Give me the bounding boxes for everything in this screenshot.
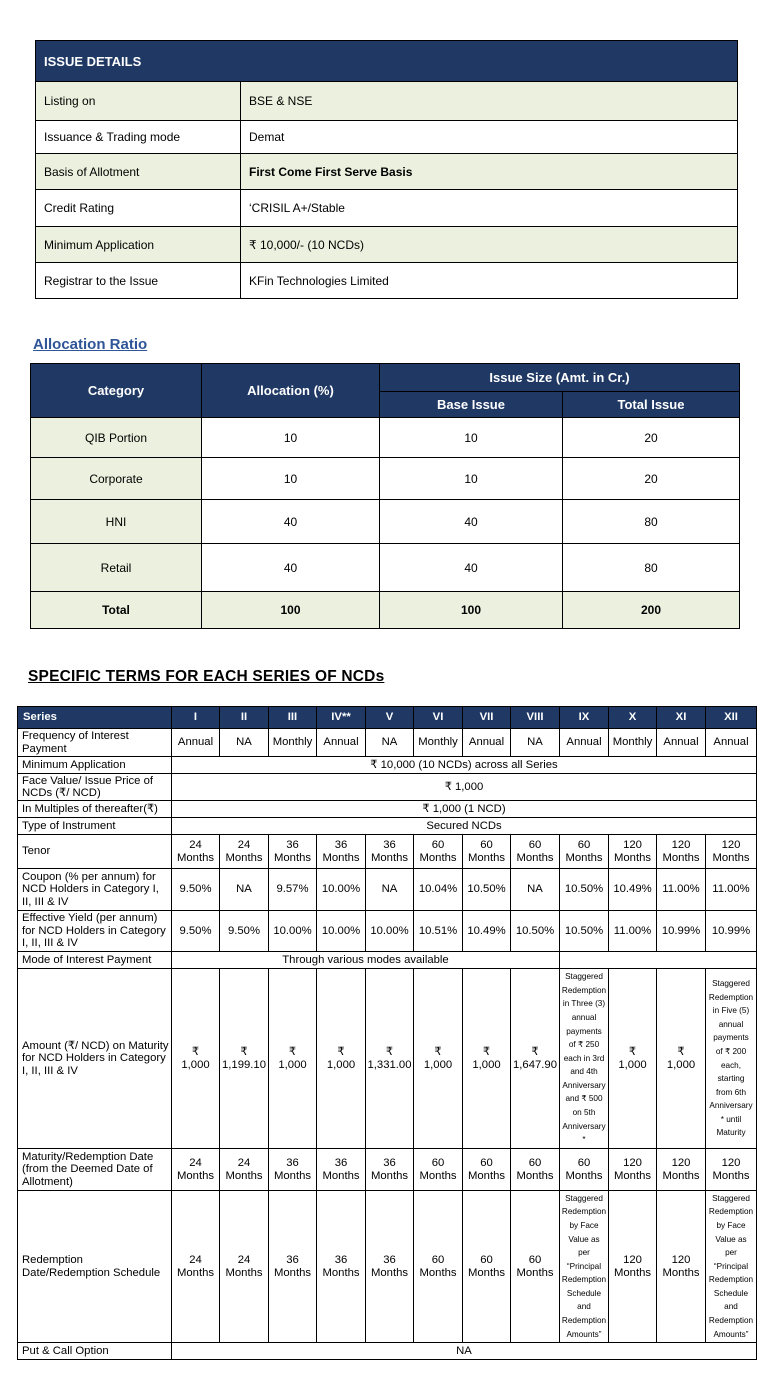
row-label: Redemption Date/Redemption Schedule (18, 1191, 172, 1343)
series-header: VIII (511, 707, 560, 729)
series-header: VII (463, 707, 511, 729)
redemption-cell: 60 Months (511, 1191, 560, 1343)
row-label: Type of Instrument (18, 818, 172, 835)
maturity-date-cell: 60 Months (560, 1149, 609, 1191)
row-label: Effective Yield (per annum) for NCD Holders in Category I, II, III & IV (18, 911, 172, 952)
maturity-amount-cell: ₹ 1,199.10 (220, 969, 269, 1149)
coupon-cell: 10.04% (414, 869, 463, 911)
allocation-category: QIB Portion (31, 418, 202, 458)
tenor-cell: 60 Months (560, 835, 609, 869)
category-header: Category (31, 364, 202, 418)
allocation-total: 200 (563, 592, 740, 629)
series-header: XII (706, 707, 757, 729)
issue-row-label: Listing on (36, 82, 241, 121)
coupon-cell: 10.50% (463, 869, 511, 911)
allocation-category: Corporate (31, 458, 202, 500)
redemption-cell: 60 Months (463, 1191, 511, 1343)
allocation-percent: 40 (202, 544, 380, 592)
frequency-cell: Annual (706, 729, 757, 757)
maturity-amount-cell: ₹ 1,331.00 (366, 969, 414, 1149)
yield-cell: 10.51% (414, 911, 463, 952)
total-issue-header: Total Issue (563, 392, 740, 418)
maturity-date-cell: 120 Months (657, 1149, 706, 1191)
series-header: I (172, 707, 220, 729)
frequency-cell: Annual (560, 729, 609, 757)
row-label: Maturity/Redemption Date (from the Deemed Date of Allotment) (18, 1149, 172, 1191)
empty-cell (560, 952, 757, 969)
maturity-date-cell: 60 Months (511, 1149, 560, 1191)
maturity-amount-cell: ₹ 1,647.90 (511, 969, 560, 1149)
series-header: VI (414, 707, 463, 729)
row-label: Mode of Interest Payment (18, 952, 172, 969)
allocation-base: 10 (380, 458, 563, 500)
ncd-series-table (17, 706, 757, 1360)
coupon-cell: 9.50% (172, 869, 220, 911)
row-label: Minimum Application (18, 757, 172, 774)
tenor-cell: 36 Months (317, 835, 366, 869)
redemption-cell: 120 Months (657, 1191, 706, 1343)
yield-cell: 10.00% (366, 911, 414, 952)
yield-cell: 10.99% (657, 911, 706, 952)
allocation-percent: 10 (202, 418, 380, 458)
issue-row-label: Registrar to the Issue (36, 263, 241, 299)
allocation-category: Retail (31, 544, 202, 592)
specific-terms-title: SPECIFIC TERMS FOR EACH SERIES OF NCDs (28, 668, 385, 685)
tenor-cell: 36 Months (366, 835, 414, 869)
instrument-value: Secured NCDs (172, 818, 757, 835)
tenor-cell: 60 Months (511, 835, 560, 869)
put-call-value: NA (172, 1343, 757, 1360)
frequency-cell: NA (511, 729, 560, 757)
frequency-cell: Monthly (414, 729, 463, 757)
allocation-base: 10 (380, 418, 563, 458)
tenor-cell: 60 Months (414, 835, 463, 869)
maturity-amount-cell: ₹ 1,000 (172, 969, 220, 1149)
maturity-date-cell: 36 Months (366, 1149, 414, 1191)
coupon-cell: 10.00% (317, 869, 366, 911)
allocation-table (30, 363, 740, 629)
allocation-category: HNI (31, 500, 202, 544)
series-header: IX (560, 707, 609, 729)
maturity-date-cell: 60 Months (463, 1149, 511, 1191)
yield-cell: 9.50% (220, 911, 269, 952)
issue-row-value: First Come First Serve Basis (241, 154, 738, 190)
allocation-ratio-title: Allocation Ratio (33, 336, 148, 353)
multiples-value: ₹ 1,000 (1 NCD) (172, 801, 757, 818)
series-header: X (609, 707, 657, 729)
face-value-value: ₹ 1,000 (172, 774, 757, 801)
tenor-cell: 120 Months (706, 835, 757, 869)
allocation-total: 20 (563, 418, 740, 458)
redemption-cell: 36 Months (269, 1191, 317, 1343)
mode-of-payment-value: Through various modes available (172, 952, 560, 969)
allocation-percent: 40 (202, 500, 380, 544)
yield-cell: 9.50% (172, 911, 220, 952)
frequency-cell: Monthly (609, 729, 657, 757)
redemption-cell: 36 Months (317, 1191, 366, 1343)
maturity-amount-cell: ₹ 1,000 (269, 969, 317, 1149)
maturity-amount-cell: ₹ 1,000 (414, 969, 463, 1149)
series-header: III (269, 707, 317, 729)
row-label: Face Value/ Issue Price of NCDs (₹/ NCD) (18, 774, 172, 801)
issue-row-label: Basis of Allotment (36, 154, 241, 190)
coupon-cell: NA (511, 869, 560, 911)
tenor-cell: 120 Months (657, 835, 706, 869)
maturity-date-cell: 60 Months (414, 1149, 463, 1191)
redemption-cell: 120 Months (609, 1191, 657, 1343)
maturity-amount-cell: ₹ 1,000 (657, 969, 706, 1149)
maturity-date-cell: 24 Months (220, 1149, 269, 1191)
yield-cell: 10.00% (317, 911, 366, 952)
row-label: Amount (₹/ NCD) on Maturity for NCD Holders in Category I, II, III & IV (18, 969, 172, 1149)
issue-row-value: ₹ 10,000/- (10 NCDs) (241, 227, 738, 263)
series-header-label: Series (18, 707, 172, 729)
coupon-cell: 11.00% (706, 869, 757, 911)
allocation-header: Allocation (%) (202, 364, 380, 418)
series-header: IV** (317, 707, 366, 729)
tenor-cell: 60 Months (463, 835, 511, 869)
yield-cell: 10.50% (511, 911, 560, 952)
issue-row-label: Minimum Application (36, 227, 241, 263)
staggered-redemption-note: Staggered Redemption by Face Value as per “Principal Redemption Schedule and Redemption Amounts” (706, 1191, 757, 1343)
min-application-value: ₹ 10,000 (10 NCDs) across all Series (172, 757, 757, 774)
yield-cell: 11.00% (609, 911, 657, 952)
redemption-cell: 24 Months (172, 1191, 220, 1343)
allocation-base: 40 (380, 500, 563, 544)
yield-cell: 10.00% (269, 911, 317, 952)
series-header: XI (657, 707, 706, 729)
maturity-date-cell: 120 Months (706, 1149, 757, 1191)
coupon-cell: 11.00% (657, 869, 706, 911)
maturity-amount-cell: ₹ 1,000 (463, 969, 511, 1149)
series-header: V (366, 707, 414, 729)
base-issue-header: Base Issue (380, 392, 563, 418)
staggered-redemption-note: Staggered Redemption in Three (3) annual payments of ₹ 250 each in 3rd and 4th Anniversary and ₹ 500 on 5th Anniversary * (560, 969, 609, 1149)
maturity-amount-cell: ₹ 1,000 (317, 969, 366, 1149)
row-label: Frequency of Interest Payment (18, 729, 172, 757)
frequency-cell: Monthly (269, 729, 317, 757)
maturity-date-cell: 120 Months (609, 1149, 657, 1191)
allocation-base: 40 (380, 544, 563, 592)
frequency-cell: Annual (172, 729, 220, 757)
frequency-cell: Annual (463, 729, 511, 757)
issue-row-value: Demat (241, 121, 738, 154)
coupon-cell: NA (366, 869, 414, 911)
row-label: In Multiples of thereafter(₹) (18, 801, 172, 818)
issue-row-value: ‘CRISIL A+/Stable (241, 190, 738, 227)
yield-cell: 10.49% (463, 911, 511, 952)
staggered-redemption-note: Staggered Redemption in Five (5) annual payments of ₹ 200 each, starting from 6th Anniversary * until Maturity (706, 969, 757, 1149)
redemption-cell: 60 Months (414, 1191, 463, 1343)
coupon-cell: 10.49% (609, 869, 657, 911)
row-label: Coupon (% per annum) for NCD Holders in Category I, II, III & IV (18, 869, 172, 911)
maturity-date-cell: 36 Months (269, 1149, 317, 1191)
frequency-cell: Annual (657, 729, 706, 757)
issue-row-value: BSE & NSE (241, 82, 738, 121)
issue-row-label: Issuance & Trading mode (36, 121, 241, 154)
issue-details-title: ISSUE DETAILS (36, 41, 738, 82)
maturity-date-cell: 36 Months (317, 1149, 366, 1191)
tenor-cell: 36 Months (269, 835, 317, 869)
yield-cell: 10.50% (560, 911, 609, 952)
frequency-cell: Annual (317, 729, 366, 757)
tenor-cell: 24 Months (220, 835, 269, 869)
row-label: Put & Call Option (18, 1343, 172, 1360)
staggered-redemption-note: Staggered Redemption by Face Value as per “Principal Redemption Schedule and Redemption Amounts” (560, 1191, 609, 1343)
issue-row-label: Credit Rating (36, 190, 241, 227)
coupon-cell: NA (220, 869, 269, 911)
row-label: Tenor (18, 835, 172, 869)
allocation-category: Total (31, 592, 202, 629)
allocation-percent: 10 (202, 458, 380, 500)
frequency-cell: NA (220, 729, 269, 757)
issue-details-table (35, 40, 738, 299)
issue-row-value: KFin Technologies Limited (241, 263, 738, 299)
coupon-cell: 10.50% (560, 869, 609, 911)
redemption-cell: 24 Months (220, 1191, 269, 1343)
issue-size-header: Issue Size (Amt. in Cr.) (380, 364, 740, 392)
allocation-total: 80 (563, 544, 740, 592)
coupon-cell: 9.57% (269, 869, 317, 911)
allocation-percent: 100 (202, 592, 380, 629)
tenor-cell: 120 Months (609, 835, 657, 869)
frequency-cell: NA (366, 729, 414, 757)
yield-cell: 10.99% (706, 911, 757, 952)
tenor-cell: 24 Months (172, 835, 220, 869)
maturity-date-cell: 24 Months (172, 1149, 220, 1191)
series-header: II (220, 707, 269, 729)
redemption-cell: 36 Months (366, 1191, 414, 1343)
allocation-total: 20 (563, 458, 740, 500)
allocation-total: 80 (563, 500, 740, 544)
maturity-amount-cell: ₹ 1,000 (609, 969, 657, 1149)
allocation-base: 100 (380, 592, 563, 629)
